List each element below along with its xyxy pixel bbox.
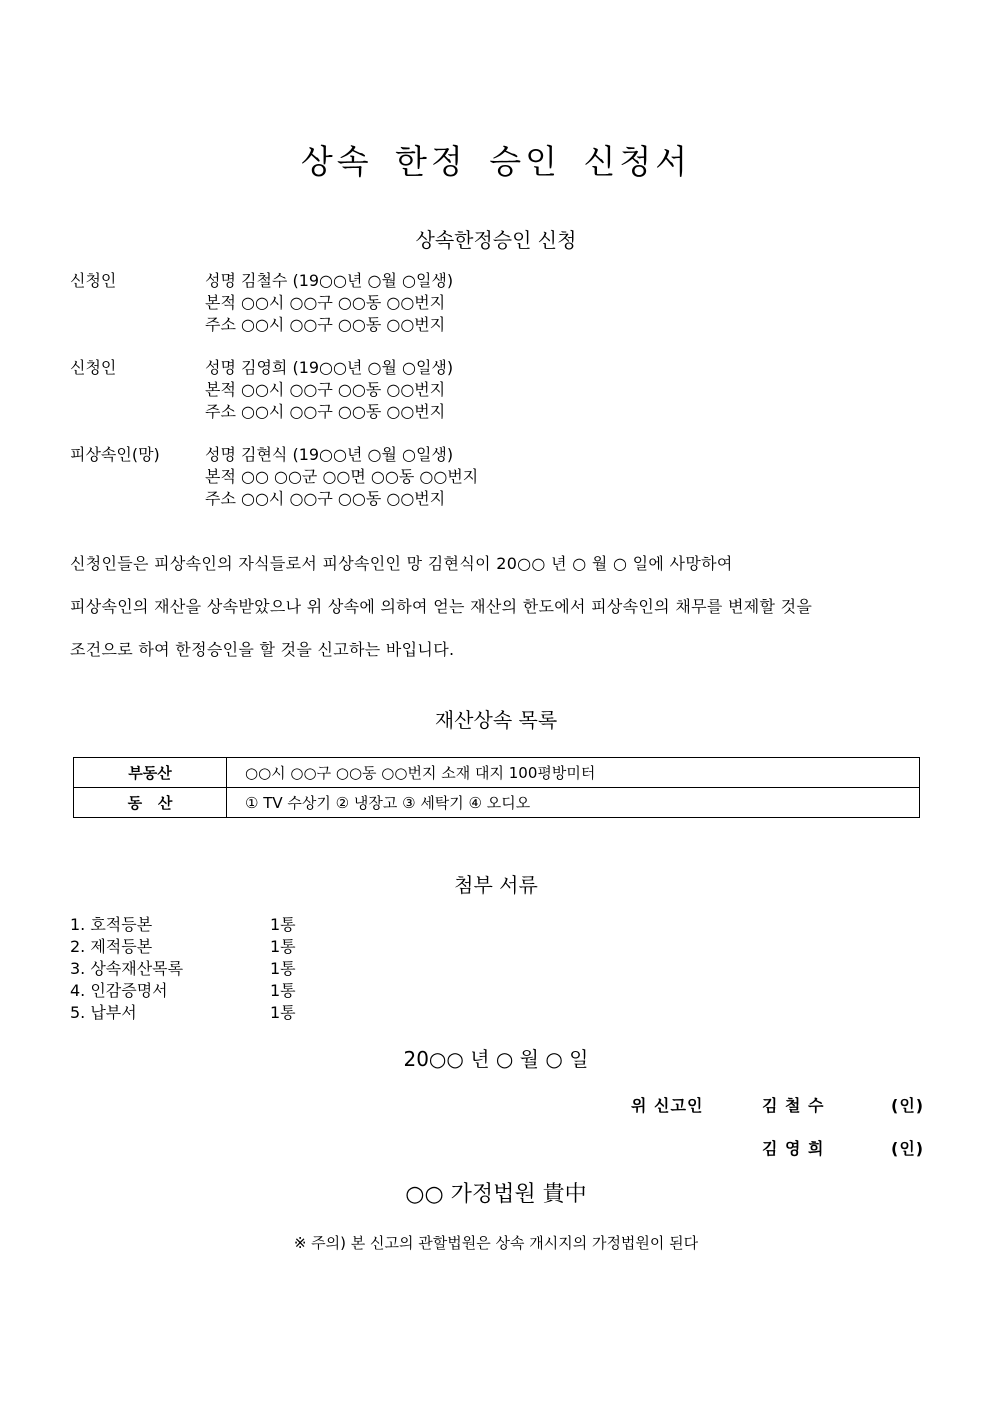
attachment-name: 2. 제적등본 (70, 937, 153, 956)
party-name-line: 성명 김현식 (19○○년 ○월 ○일생) (205, 445, 454, 464)
seal-mark: (인) (891, 1096, 925, 1115)
body-paragraph (70, 542, 812, 671)
attachment-quantity: 1통 (270, 981, 296, 1000)
party-name-line: 성명 김영희 (19○○년 ○월 ○일생) (205, 358, 454, 377)
signer-name: 김 영 희 (762, 1139, 825, 1158)
party-label: 피상속인(망) (70, 445, 160, 464)
table-row (74, 788, 920, 818)
attachment-name: 5. 납부서 (70, 1003, 137, 1022)
attachment-name: 1. 호적등본 (70, 915, 153, 934)
party-name-line: 성명 김철수 (19○○년 ○월 ○일생) (205, 271, 454, 290)
party-address-line: 주소 ○○시 ○○구 ○○동 ○○번지 (205, 315, 446, 334)
body-line: 신청인들은 피상속인의 자식들로서 피상속인인 망 김현식이 20○○ 년 ○ 월 ○ 일에 사망하여 (70, 554, 733, 573)
section-heading-application: 상속한정승인 신청 (415, 228, 577, 252)
attachment-name: 4. 인감증명서 (70, 981, 168, 1000)
asset-type-cell: 부동산 (74, 758, 227, 788)
party-domicile-line: 본적 ○○시 ○○구 ○○동 ○○번지 (205, 293, 446, 312)
court-addressee: ○○ 가정법원 貴中 (405, 1182, 587, 1207)
table-row (74, 758, 920, 788)
jurisdiction-note: ※ 주의) 본 신고의 관할법원은 상속 개시지의 가정법원이 된다 (293, 1234, 699, 1252)
body-line: 피상속인의 재산을 상속받았으나 위 상속에 의하여 얻는 재산의 한도에서 피상속인의 채무를 변제할 것을 (70, 597, 813, 616)
document-title: 상속 한정 승인 신청서 (300, 142, 692, 181)
party-address-line: 주소 ○○시 ○○구 ○○동 ○○번지 (205, 402, 446, 421)
attachment-quantity: 1통 (270, 1003, 296, 1022)
asset-detail-cell: ○○시 ○○구 ○○동 ○○번지 소재 대지 100평방미터 (227, 758, 920, 788)
asset-detail-cell: ① TV 수상기 ② 냉장고 ③ 세탁기 ④ 오디오 (227, 788, 920, 818)
attachment-quantity: 1통 (270, 937, 296, 956)
signer-name: 김 철 수 (762, 1096, 825, 1115)
attachment-quantity: 1통 (270, 915, 296, 934)
party-domicile-line: 본적 ○○시 ○○구 ○○동 ○○번지 (205, 380, 446, 399)
attachment-name: 3. 상속재산목록 (70, 959, 184, 978)
asset-type-cell: 동 산 (74, 788, 227, 818)
filing-date: 20○○ 년 ○ 월 ○ 일 (403, 1047, 589, 1071)
party-details (205, 444, 478, 510)
party-label: 신청인 (70, 358, 117, 377)
reporter-label: 위 신고인 (631, 1096, 704, 1115)
party-details (205, 357, 453, 423)
body-line: 조건으로 하여 한정승인을 할 것을 신고하는 바입니다. (70, 640, 455, 659)
section-heading-attachments: 첨부 서류 (454, 873, 538, 897)
attachment-quantity: 1통 (270, 959, 296, 978)
section-heading-assets: 재산상속 목록 (434, 708, 558, 732)
party-label: 신청인 (70, 271, 117, 290)
assets-table (73, 757, 920, 818)
party-details (205, 270, 453, 336)
seal-mark: (인) (891, 1139, 925, 1158)
party-address-line: 주소 ○○시 ○○구 ○○동 ○○번지 (205, 489, 446, 508)
party-domicile-line: 본적 ○○ ○○군 ○○면 ○○동 ○○번지 (205, 467, 479, 486)
